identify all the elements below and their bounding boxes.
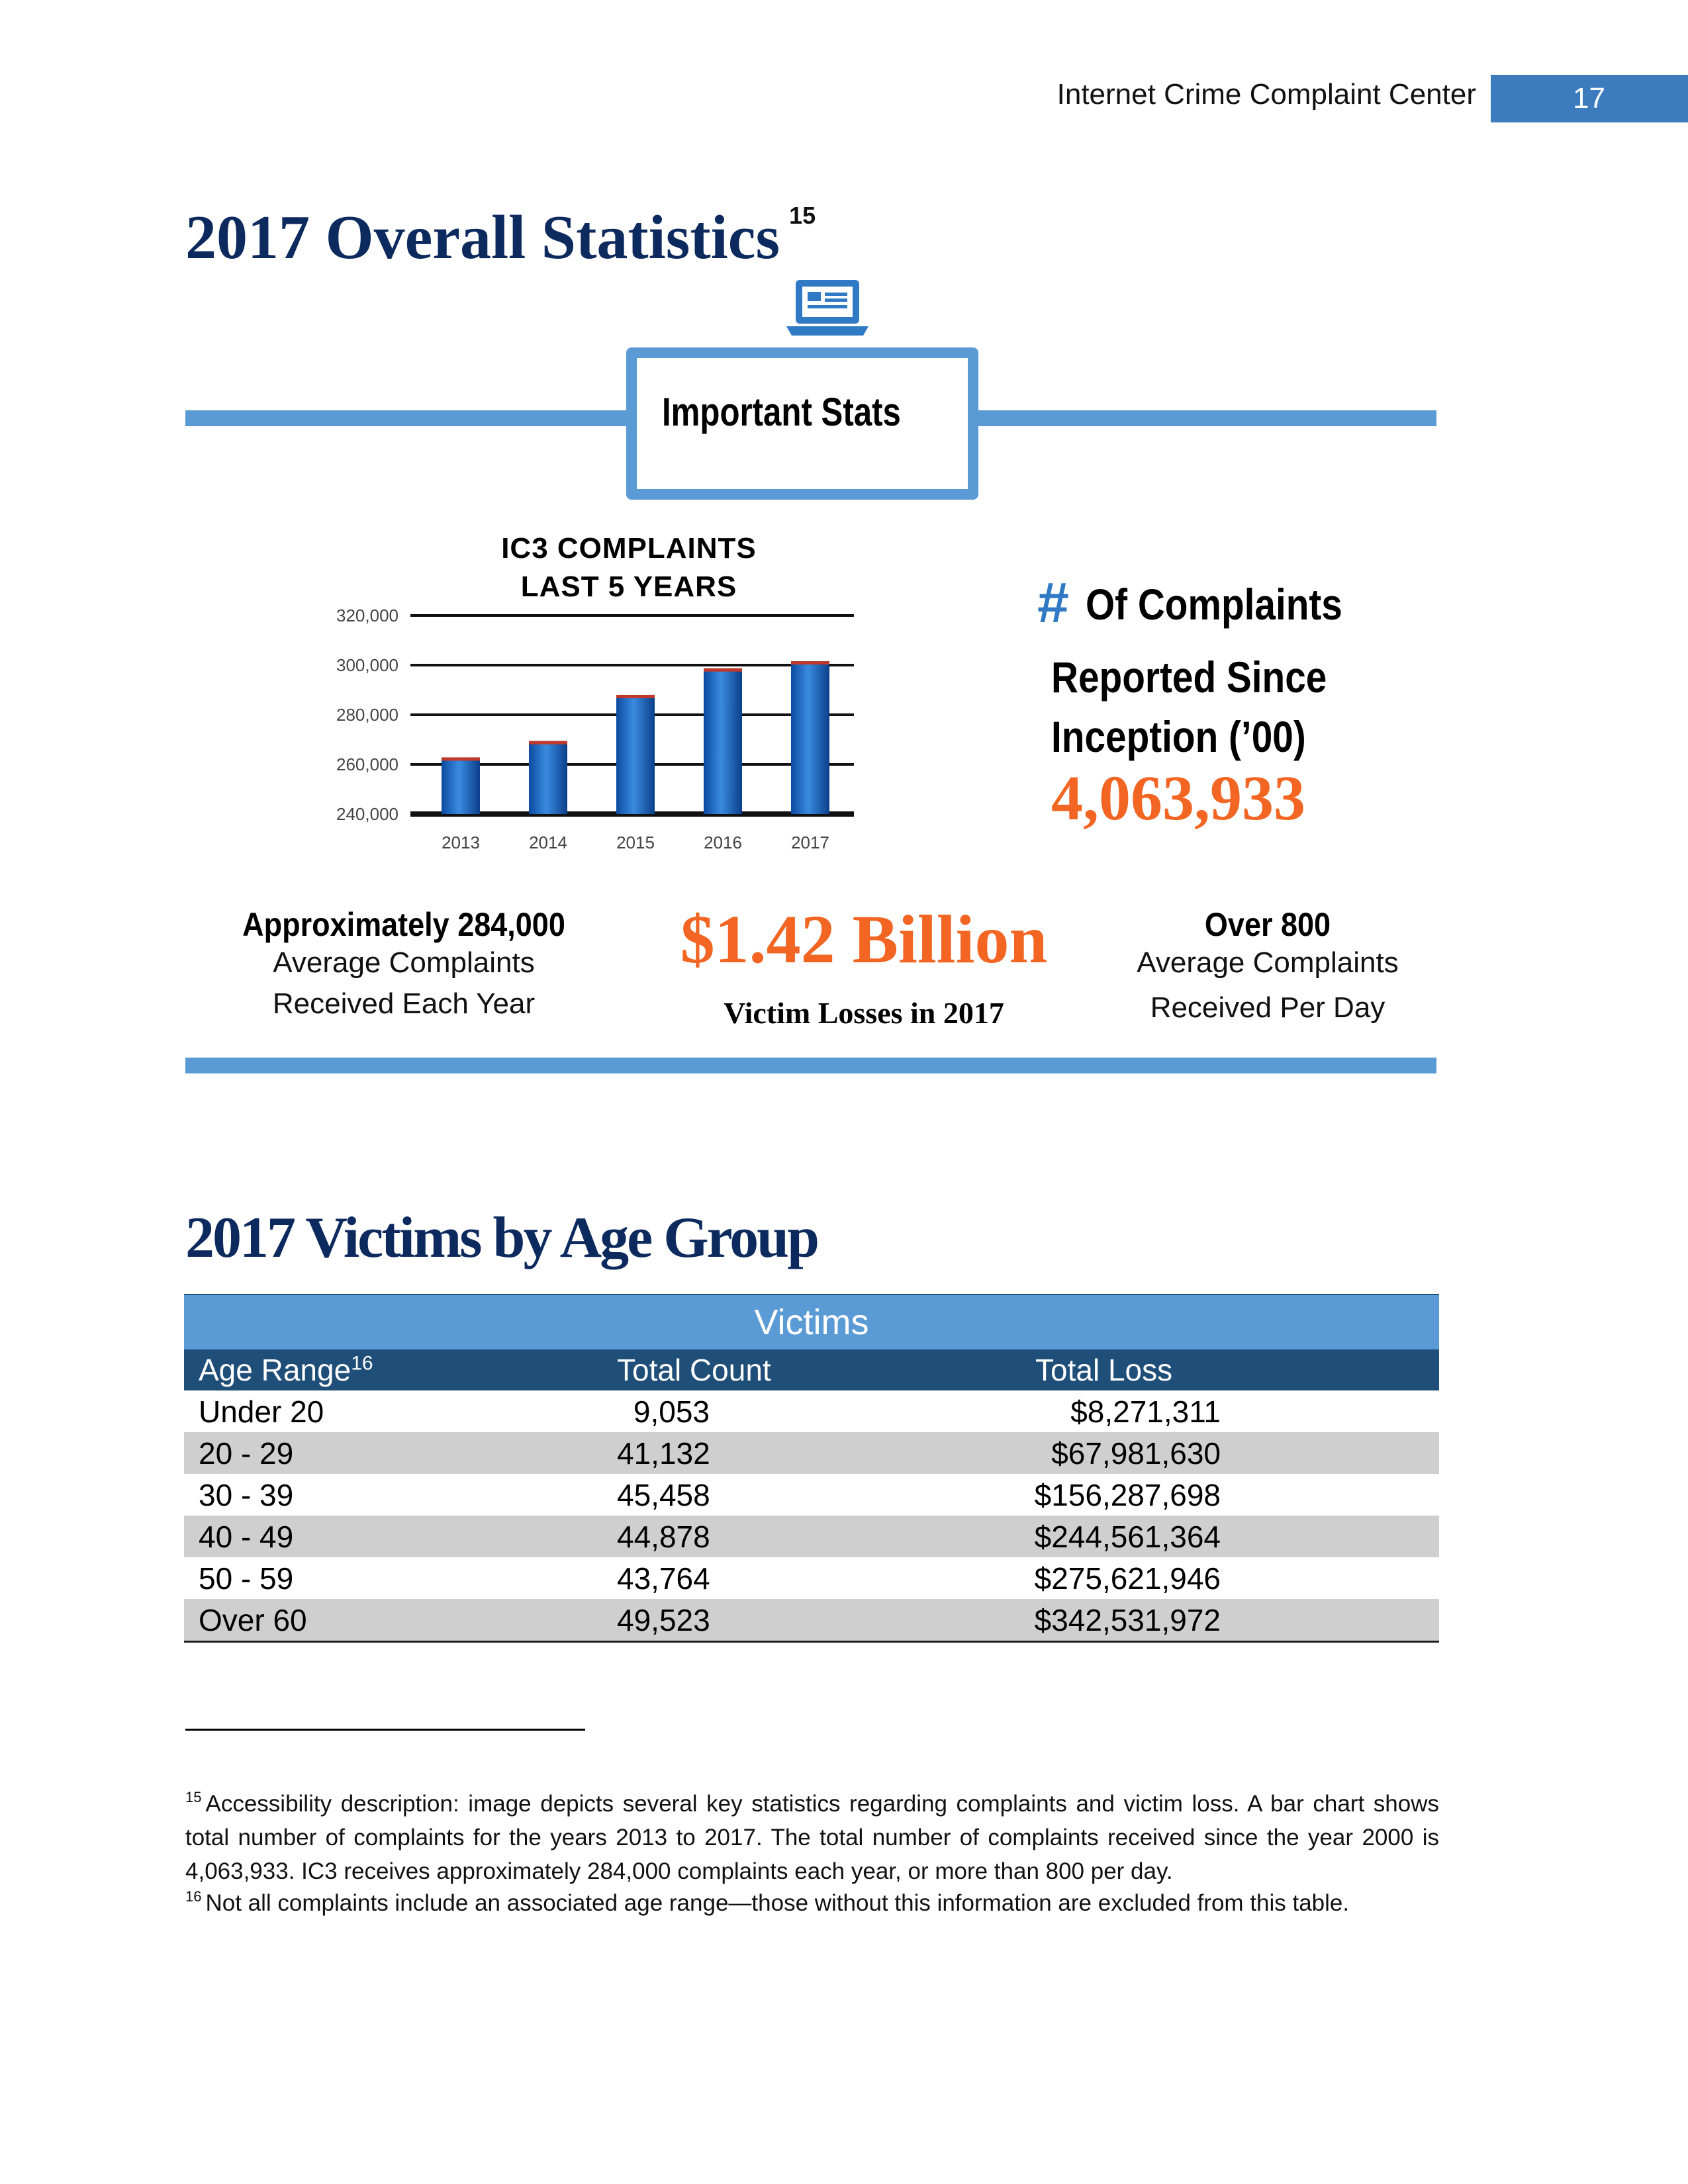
cell-count: 44,878 [602,1516,1021,1557]
yearly-line-2: Received Each Year [272,987,536,1020]
cell-count [602,1390,1021,1432]
footnote-number: 16 [185,1888,202,1905]
cell-count: 45,458 [617,1477,710,1512]
x-tick-label: 2016 [704,833,742,852]
table-caption-row [184,1295,1439,1349]
cell-age: 20 - 29 [184,1432,602,1474]
table-caption: Victims [184,1295,1439,1349]
cell-loss: $8,271,311 [1070,1394,1221,1429]
footnote-15 [185,1780,1439,1888]
bar-cap [704,668,742,672]
bar [529,741,567,814]
daily-stat [1099,905,1436,1028]
cell-age: 50 - 59 [199,1561,294,1596]
inception-line-2: Reported Since [1051,653,1327,702]
cell-loss: $244,561,364 [1021,1516,1439,1557]
y-tick-label: 300,000 [336,655,399,675]
chart-title [463,529,794,606]
hash-symbol: # [1037,571,1069,635]
section-title-age: 2017 Victims by Age Group [185,1206,818,1270]
table-row [184,1432,1439,1474]
losses-subtitle: Victim Losses in 2017 [724,996,1004,1030]
cell-count: 43,764 [617,1561,710,1596]
col-header-loss: Total Loss [1021,1349,1439,1390]
footnote-ref: 16 [351,1352,373,1375]
stats-bottom-rule [185,1058,1436,1073]
table-row [184,1390,1439,1432]
cell-age: Over 60 [184,1599,602,1642]
cell-loss: $67,981,630 [1021,1432,1439,1474]
col-header-count: Total Count [602,1349,1021,1390]
stats-label: Important Stats [662,390,901,434]
bar-cap [529,741,567,745]
x-tick-label: 2013 [442,833,480,852]
table-row [184,1599,1439,1642]
y-tick-label: 320,000 [336,606,399,625]
cell-age: Under 20 [199,1394,324,1429]
daily-line-2: Received Per Day [1150,991,1385,1024]
cell-age: 40 - 49 [184,1516,602,1557]
chart-title-line: LAST 5 YEARS [520,570,737,603]
page-title [185,202,816,273]
inception-line-3: Inception (’00) [1051,712,1306,761]
cell-count-value: 9,053 [633,1394,710,1429]
x-tick-label: 2014 [529,833,567,852]
inception-total: 4,063,933 [1051,762,1305,833]
cell-count: 41,132 [602,1432,1021,1474]
daily-headline: Over 800 [1204,906,1331,943]
y-tick-label: 280,000 [336,705,399,725]
cell-loss: $342,531,972 [1021,1599,1439,1642]
x-tick-label: 2015 [616,833,655,852]
cell-loss: $275,621,946 [1034,1561,1221,1596]
complaints-bar-chart [305,596,887,874]
footnote-number: 15 [185,1789,202,1805]
inception-line-1: Of Complaints [1086,580,1342,629]
yearly-stat [218,905,589,1024]
yearly-headline: Approximately 284,000 [242,906,565,943]
bar-cap [442,757,480,760]
bar [616,695,655,814]
losses-headline: $1.42 Billion [680,901,1048,978]
footnote-ref: 15 [789,202,816,229]
cell-age: 30 - 39 [199,1477,294,1512]
victims-table [184,1294,1439,1643]
y-tick-label: 260,000 [336,754,399,774]
bar-cap [791,661,829,664]
y-tick-label: 240,000 [336,804,399,824]
page-number: 17 [1491,75,1688,122]
footnote-divider [185,1729,585,1731]
daily-line-1: Average Complaints [1137,946,1399,979]
col-header-age [184,1349,602,1390]
bar-cap [616,695,655,698]
col-header-age-label: Age Range [199,1353,352,1387]
inception-lines [1051,647,1327,766]
table-row [184,1474,1439,1516]
table-row [184,1557,1439,1599]
footnote-text: Accessibility description: image depicts several key statistics regarding complaints and victim loss. A bar chart shows total number of complaints for the years 2013 to 2017. The total number of complaints received since the year 2000 is 4,063,933. IC3 receives approximately 284,000 complaints each year, or more than 800 per day. [185,1791,1439,1884]
footnote-16 [185,1880,1439,1920]
running-header-title: Internet Crime Complaint Center [1056,78,1476,111]
table-header-row [184,1349,1439,1390]
cell-count: 49,523 [602,1599,1021,1642]
table-row [184,1516,1439,1557]
cell-loss: $156,287,698 [1034,1477,1221,1512]
x-tick-label: 2017 [791,833,829,852]
yearly-line-1: Average Complaints [273,946,535,979]
computer-icon [781,275,874,341]
bar [704,668,742,814]
chart-title-line: IC3 COMPLAINTS [501,532,757,565]
bar [791,661,829,814]
section-title: 2017 Overall Statistics [185,203,780,272]
bar [442,757,480,814]
footnote-text: Not all complaints include an associated age range—those without this information are excluded from this table. [205,1890,1350,1916]
